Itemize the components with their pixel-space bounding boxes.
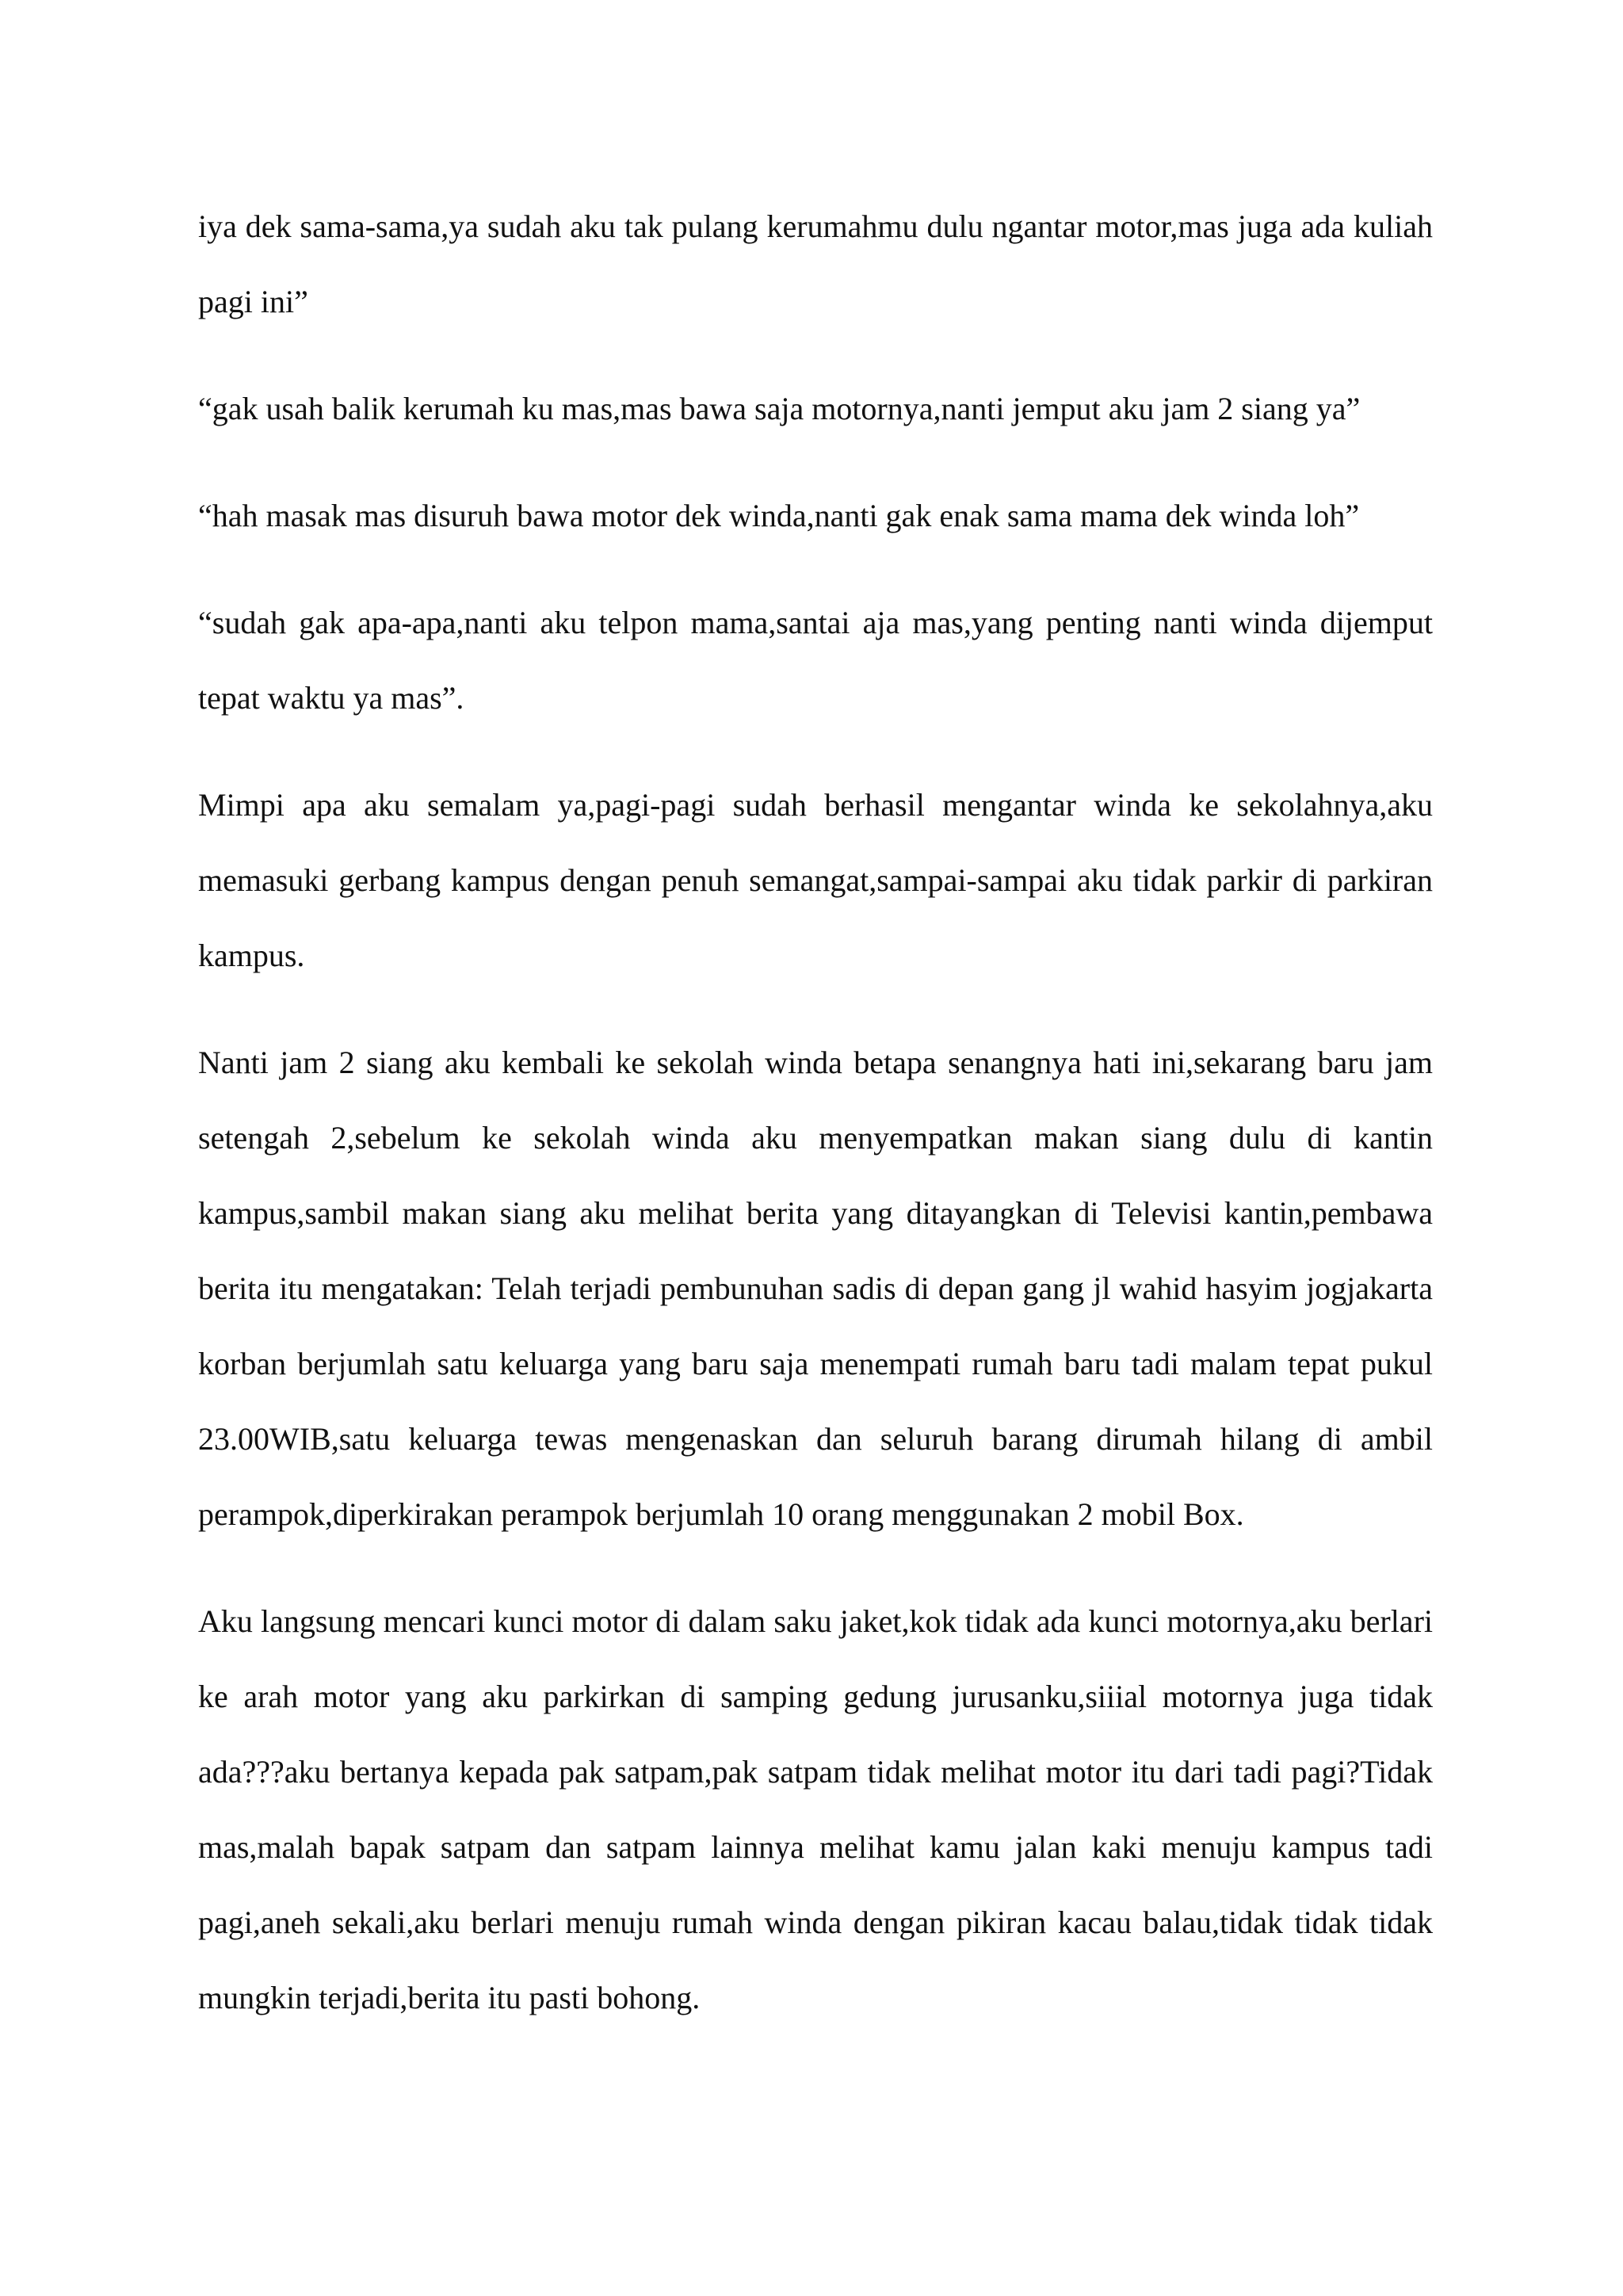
paragraph-5: Mimpi apa aku semalam ya,pagi-pagi sudah berhasil mengantar winda ke sekolahnya,aku memasuki gerbang kampus dengan penuh semangat,sampai-sampai aku tidak parkir di parkiran kampus. [198, 787, 1433, 973]
paragraph-1: iya dek sama-sama,ya sudah aku tak pulang kerumahmu dulu ngantar motor,mas juga ada kuliah pagi ini” [198, 208, 1433, 319]
paragraph-4: “sudah gak apa-apa,nanti aku telpon mama,santai aja mas,yang penting nanti winda dijemput tepat waktu ya mas”. [198, 605, 1433, 716]
paragraph-3: “hah masak mas disuruh bawa motor dek winda,nanti gak enak sama mama dek winda loh” [198, 498, 1360, 533]
paragraph-6: Nanti jam 2 siang aku kembali ke sekolah winda betapa senangnya hati ini,sekarang baru jam setengah 2,sebelum ke sekolah winda aku menyempatkan makan siang dulu di kantin kampus,sambil makan siang aku melihat berita yang ditayangkan di Televisi kantin,pembawa berita itu mengatakan: Telah terjadi pembunuhan sadis di depan gang jl wahid hasyim jogjakarta korban berjumlah satu keluarga yang baru saja menempati rumah baru tadi malam tepat pukul 23.00WIB,satu keluarga tewas mengenaskan dan seluruh barang dirumah hilang di ambil perampok,diperkirakan perampok berjumlah 10 orang menggunakan 2 mobil Box. [198, 1045, 1433, 1532]
paragraph-7: Aku langsung mencari kunci motor di dalam saku jaket,kok tidak ada kunci motornya,aku berlari ke arah motor yang aku parkirkan di samping gedung jurusanku,siiial motornya juga tidak ada???aku bertanya kepada pak satpam,pak satpam tidak melihat motor itu dari tadi pagi?Tidak mas,malah bapak satpam dan satpam lainnya melihat kamu jalan kaki menuju kampus tadi pagi,aneh sekali,aku berlari menuju rumah winda dengan pikiran kacau balau,tidak tidak tidak mungkin terjadi,berita itu pasti bohong. [198, 1603, 1433, 2015]
document-body [198, 189, 1433, 2067]
paragraph-2: “gak usah balik kerumah ku mas,mas bawa saja motornya,nanti jemput aku jam 2 siang ya” [198, 391, 1361, 426]
